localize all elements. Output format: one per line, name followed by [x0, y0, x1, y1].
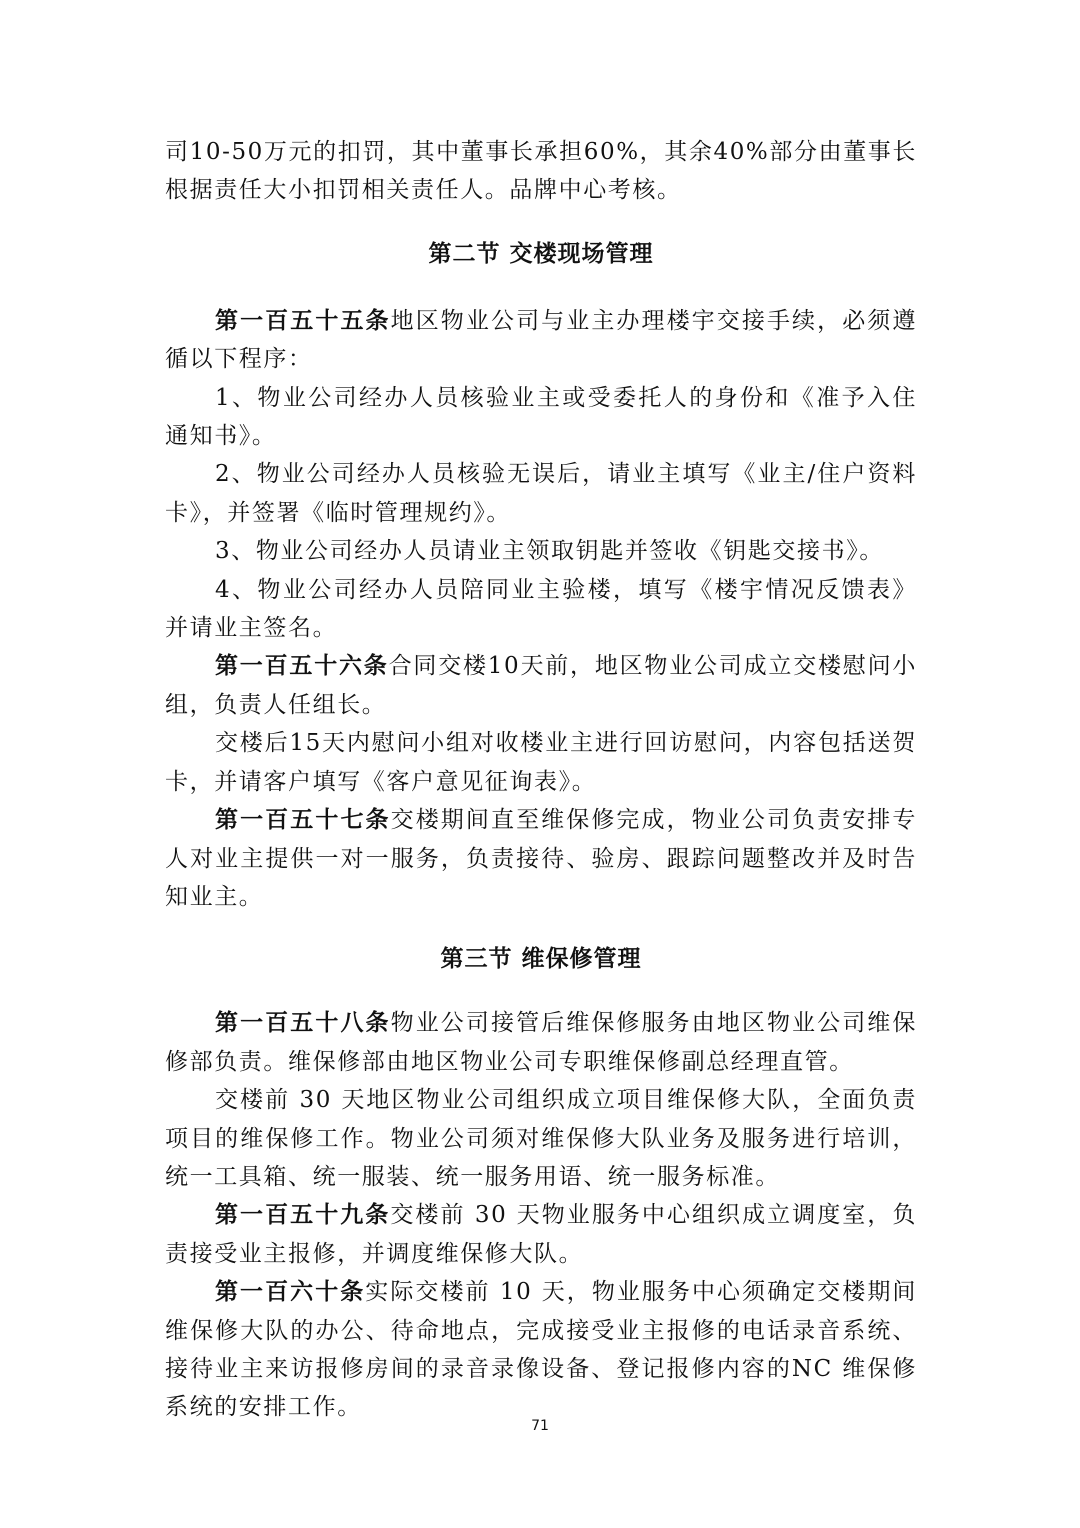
- page-content: [165, 133, 917, 1427]
- continued-paragraph: 司10-50万元的扣罚，其中董事长承担60%，其余40%部分由董事长根据责任大小扣罚相关责任人。品牌中心考核。: [165, 139, 917, 204]
- article-text: 物业公司接管后维保修服务由地区物业公司维保修部负责。维保修部由地区物业公司专职维保修副总经理直管。: [165, 1010, 917, 1075]
- list-item: 3、物业公司经办人员请业主领取钥匙并签收《钥匙交接书》。: [215, 538, 884, 565]
- article-label: 第一百五十七条: [215, 806, 391, 834]
- section-title-2: 第二节 交楼现场管理: [428, 239, 654, 267]
- section-title-3: 第三节 维保修管理: [440, 945, 642, 973]
- article-label: 第一百五十六条: [215, 652, 389, 680]
- article-text: 地区物业公司与业主办理楼宇交接手续，必须遵循以下程序：: [165, 307, 917, 373]
- article-155: [165, 302, 917, 379]
- page-number: 71: [531, 1418, 549, 1434]
- article-text: 交楼前 30 天物业服务中心组织成立调度室，负责接受业主报修，并调度维保修大队。: [165, 1202, 917, 1267]
- article-158: [165, 1004, 917, 1081]
- article-label: 第一百五十八条: [215, 1009, 391, 1037]
- article-text: 合同交楼10天前，地区物业公司成立交楼慰问小组，负责人任组长。: [165, 653, 918, 718]
- article-label: 第一百五十九条: [215, 1201, 391, 1229]
- article-156-extra: 交楼后15天内慰问小组对收楼业主进行回访慰问，内容包括送贺卡，并请客户填写《客户意见征询表》。: [165, 730, 917, 795]
- article-label: 第一百五十五条: [215, 306, 391, 334]
- article-label: 第一百六十条: [215, 1278, 366, 1306]
- article-text: 实际交楼前 10 天，物业服务中心须确定交楼期间维保修大队的办公、待命地点，完成接受业主报修的电话录音系统、接待业主来访报修房间的录音录像设备、登记报修内容的NC 维保修系统的安排工作。: [165, 1279, 917, 1421]
- list-item: 1、物业公司经办人员核验业主或受委托人的身份和《准予入住通知书》。: [165, 384, 917, 450]
- article-160: [165, 1273, 917, 1427]
- article-158-extra: 交楼前 30 天地区物业公司组织成立项目维保修大队，全面负责项目的维保修工作。物业公司须对维保修大队业务及服务进行培训，统一工具箱、统一服装、统一服务用语、统一服务标准。: [165, 1087, 917, 1190]
- article-text: 交楼期间直至维保修完成，物业公司负责安排专人对业主提供一对一服务，负责接待、验房、跟踪问题整改并及时告知业主。: [165, 807, 917, 910]
- article-159: [165, 1196, 917, 1273]
- list-item: 4、物业公司经办人员陪同业主验楼，填写《楼宇情况反馈表》并请业主签名。: [165, 576, 917, 642]
- article-156: [165, 647, 917, 724]
- list-item: 2、物业公司经办人员核验无误后，请业主填写《业主/住户资料卡》，并签署《临时管理规约》。: [165, 461, 917, 526]
- article-157: [165, 801, 917, 916]
